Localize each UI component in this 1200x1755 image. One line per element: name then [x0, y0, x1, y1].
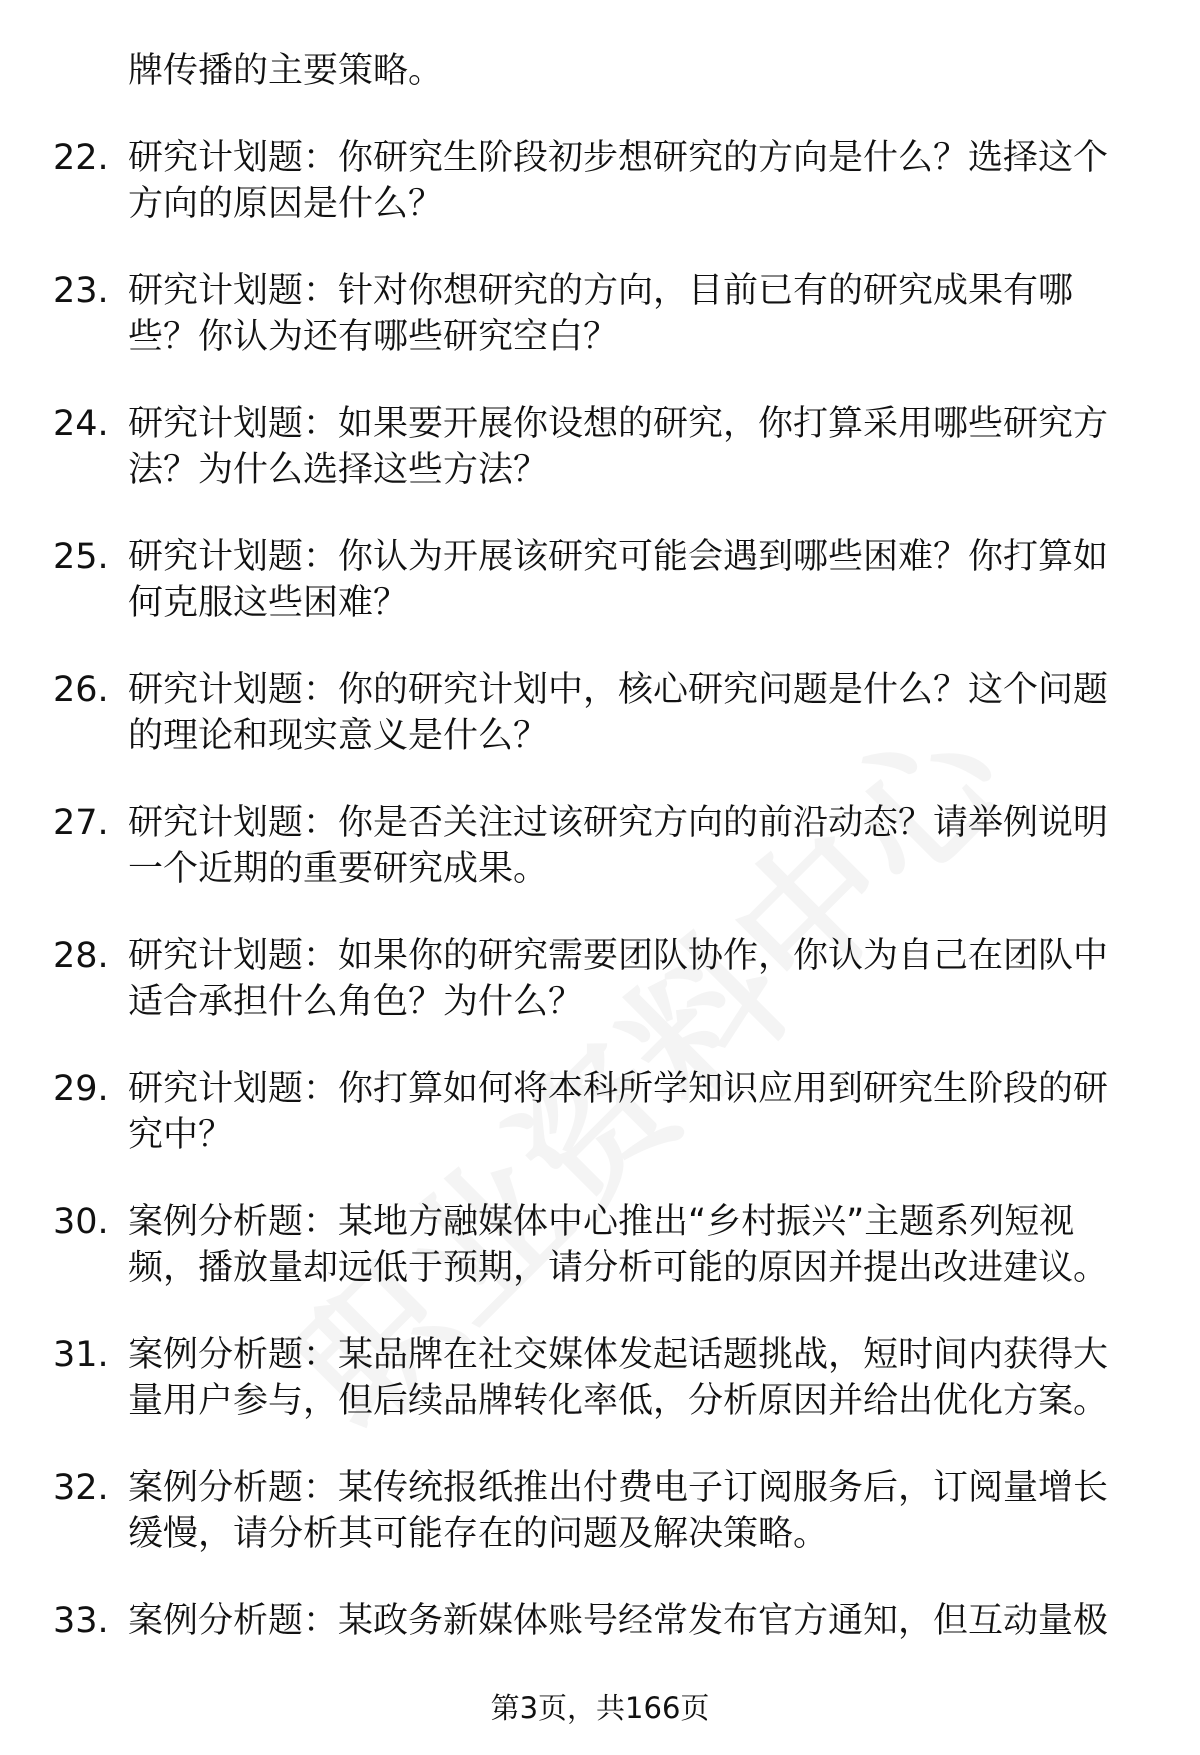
- list-item: [0, 268, 1200, 360]
- question-list: [0, 48, 1200, 1685]
- item-number: 32.: [53, 1468, 109, 1508]
- item-text: 研究计划题：针对你想研究的方向，目前已有的研究成果有哪些？你认为还有哪些研究空白？: [128, 271, 1074, 357]
- item-number: 26.: [53, 670, 109, 710]
- item-text: 研究计划题：你认为开展该研究可能会遇到哪些困难？你打算如何克服这些困难？: [128, 537, 1109, 623]
- item-text: 研究计划题：你的研究计划中，核心研究问题是什么？这个问题的理论和现实意义是什么？: [128, 670, 1109, 756]
- list-item: [0, 1332, 1200, 1424]
- list-item: [0, 135, 1200, 227]
- items-container: [0, 135, 1200, 1644]
- list-item: [0, 667, 1200, 759]
- item-text: 研究计划题：如果你的研究需要团队协作，你认为自己在团队中适合承担什么角色？为什么？: [128, 936, 1109, 1022]
- item-text: 研究计划题：你是否关注过该研究方向的前沿动态？请举例说明一个近期的重要研究成果。: [128, 803, 1109, 889]
- list-item: [0, 1598, 1200, 1644]
- item-text: 案例分析题：某地方融媒体中心推出“乡村振兴”主题系列短视频，播放量却远低于预期，请分析可能的原因并提出改进建议。: [128, 1202, 1109, 1288]
- item-text: 研究计划题：你打算如何将本科所学知识应用到研究生阶段的研究中？: [128, 1069, 1109, 1155]
- item-number: 23.: [53, 271, 109, 311]
- continuation-text: 牌传播的主要策略。: [128, 51, 444, 91]
- item-number: 25.: [53, 537, 109, 577]
- item-number: 22.: [53, 138, 109, 178]
- item-number: 29.: [53, 1069, 109, 1109]
- list-item: [0, 401, 1200, 493]
- list-item: [0, 1465, 1200, 1557]
- list-item: [0, 800, 1200, 892]
- item-number: 27.: [53, 803, 109, 843]
- list-item: [0, 1066, 1200, 1158]
- item-text: 案例分析题：某传统报纸推出付费电子订阅服务后，订阅量增长缓慢，请分析其可能存在的问题及解决策略。: [128, 1468, 1109, 1554]
- list-item: [0, 534, 1200, 626]
- page-number-footer: 第3页，共166页: [490, 1691, 710, 1725]
- list-item: [0, 1199, 1200, 1291]
- item-text: 研究计划题：你研究生阶段初步想研究的方向是什么？选择这个方向的原因是什么？: [128, 138, 1109, 224]
- item-number: 31.: [53, 1335, 109, 1375]
- list-item: [0, 933, 1200, 1025]
- item-number: 33.: [53, 1601, 109, 1641]
- item-number: 24.: [53, 404, 109, 444]
- item-number: 30.: [53, 1202, 109, 1242]
- item-text: 案例分析题：某政务新媒体账号经常发布官方通知，但互动量极: [128, 1601, 1109, 1641]
- item-text: 案例分析题：某品牌在社交媒体发起话题挑战，短时间内获得大量用户参与，但后续品牌转化率低，分析原因并给出优化方案。: [128, 1335, 1109, 1421]
- item-text: 研究计划题：如果要开展你设想的研究，你打算采用哪些研究方法？为什么选择这些方法？: [128, 404, 1109, 490]
- item-number: 28.: [53, 936, 109, 976]
